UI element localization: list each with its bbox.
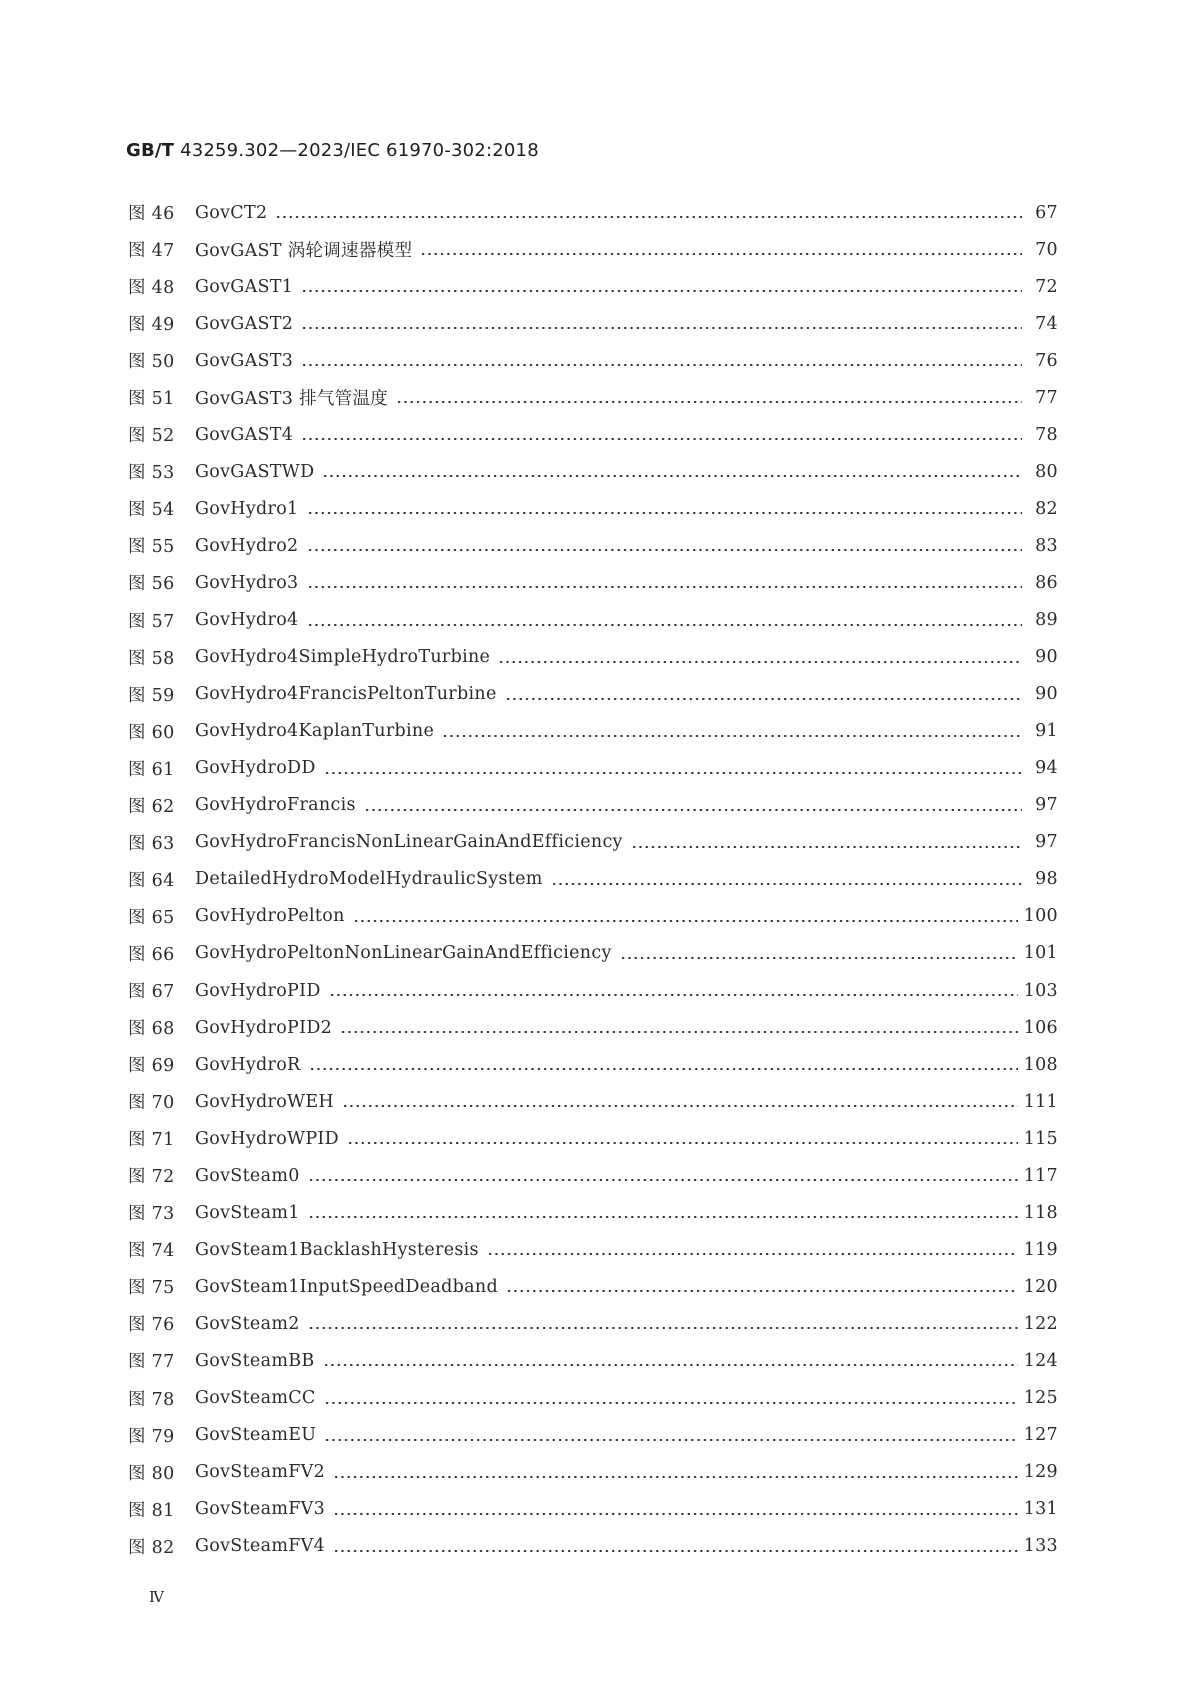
dot-leader (324, 772, 1022, 774)
dot-leader (333, 1476, 1018, 1478)
toc-entry[interactable] (128, 342, 1058, 379)
dot-leader (487, 1253, 1018, 1255)
dot-leader (275, 216, 1022, 218)
page-number: 100 (1023, 906, 1058, 927)
figure-number: 图 82 (128, 1537, 175, 1558)
dot-leader (342, 1105, 1018, 1107)
figure-title: GovHydro4FrancisPeltonTurbine (195, 684, 497, 705)
figure-number: 图 63 (128, 833, 175, 854)
page-number: 70 (1035, 239, 1058, 260)
dot-leader (340, 1031, 1018, 1033)
toc-entry[interactable] (128, 972, 1058, 1009)
page-number: 91 (1035, 721, 1058, 742)
figure-number: 图 54 (128, 500, 175, 521)
figure-number: 图 50 (128, 352, 175, 373)
toc-entry[interactable] (128, 1157, 1058, 1194)
standard-code: GB/T (126, 140, 175, 161)
toc-entry[interactable] (128, 898, 1058, 935)
figure-title: GovGASTWD (195, 461, 315, 482)
figure-title: GovHydroPeltonNonLinearGainAndEfficiency (195, 943, 612, 964)
dot-leader (620, 957, 1018, 959)
dot-leader (333, 1550, 1018, 1552)
page-number: 98 (1035, 869, 1058, 890)
figure-number: 图 47 (128, 241, 175, 262)
page-number: 94 (1035, 758, 1058, 779)
figure-title: GovSteam1InputSpeedDeadband (195, 1276, 498, 1297)
figure-number: 图 67 (128, 982, 175, 1002)
toc-entry[interactable] (128, 1454, 1058, 1491)
dot-leader (498, 661, 1022, 663)
page-number: 131 (1023, 1499, 1058, 1520)
figure-title: GovSteam0 (195, 1165, 300, 1186)
standard-number: 43259.302—2023/IEC 61970-302:2018 (174, 140, 539, 161)
figure-title: GovSteam2 (195, 1313, 300, 1334)
figure-number: 图 65 (128, 907, 175, 928)
figure-title: GovHydroPID2 (195, 1017, 333, 1038)
page-folio: Ⅳ (149, 1588, 164, 1606)
figure-title: GovSteamFV4 (195, 1536, 326, 1557)
toc-entry[interactable] (128, 416, 1058, 453)
figure-title: GovHydroDD (195, 758, 316, 779)
toc-entry[interactable] (128, 602, 1058, 639)
dot-leader (323, 1364, 1018, 1366)
figure-title: GovGAST4 (195, 424, 294, 445)
figure-number: 图 78 (128, 1389, 175, 1410)
toc-entry[interactable] (128, 824, 1058, 861)
toc-entry[interactable] (128, 527, 1058, 564)
page-number: 76 (1035, 350, 1058, 371)
toc-entry[interactable] (128, 676, 1058, 713)
figure-title: GovHydro3 (195, 572, 299, 593)
figure-number: 图 58 (128, 648, 175, 669)
toc-entry[interactable] (128, 1528, 1058, 1565)
figure-number: 图 76 (128, 1315, 175, 1336)
toc-entry[interactable] (128, 1046, 1058, 1083)
page-number: 133 (1023, 1536, 1058, 1557)
toc-entry[interactable] (128, 305, 1058, 342)
page-number: 67 (1035, 202, 1058, 223)
toc-entry[interactable] (128, 639, 1058, 676)
toc-entry[interactable] (128, 750, 1058, 787)
figure-number: 图 66 (128, 944, 175, 965)
figure-toc-list (128, 194, 1058, 1565)
figure-title: GovSteamFV3 (195, 1499, 326, 1520)
figure-number: 图 79 (128, 1426, 175, 1447)
page-number: 97 (1035, 832, 1058, 853)
page-number: 80 (1035, 461, 1058, 482)
toc-entry[interactable] (128, 268, 1058, 305)
standard-header (126, 140, 539, 161)
figure-title: GovHydroR (195, 1054, 301, 1075)
toc-entry[interactable] (128, 194, 1058, 231)
page-number: 101 (1023, 943, 1058, 964)
figure-number: 图 74 (128, 1241, 175, 1262)
figure-number: 图 80 (128, 1463, 175, 1484)
figure-title: GovSteam1BacklashHysteresis (195, 1239, 479, 1260)
page-number: 122 (1023, 1313, 1058, 1334)
dot-leader (307, 624, 1023, 626)
figure-number: 图 52 (128, 426, 175, 447)
figure-title: GovHydroWPID (195, 1128, 339, 1149)
dot-leader (631, 846, 1022, 848)
dot-leader (301, 327, 1022, 329)
page-number: 77 (1035, 387, 1058, 408)
page-number: 97 (1035, 795, 1058, 816)
figure-number: 图 56 (128, 574, 175, 595)
dot-leader (301, 364, 1022, 366)
dot-leader (333, 1513, 1018, 1515)
page-number: 120 (1023, 1276, 1058, 1297)
dot-leader (329, 994, 1018, 996)
dot-leader (505, 698, 1022, 700)
toc-entry[interactable] (128, 564, 1058, 601)
toc-entry[interactable] (128, 231, 1058, 268)
page-number: 90 (1035, 684, 1058, 705)
figure-number: 图 49 (128, 315, 175, 336)
figure-title: DetailedHydroModelHydraulicSystem (195, 869, 543, 890)
figure-number: 图 57 (128, 611, 175, 632)
figure-number: 图 59 (128, 685, 175, 706)
dot-leader (308, 1179, 1018, 1181)
dot-leader (364, 809, 1022, 811)
toc-entry[interactable] (128, 935, 1058, 972)
page-number: 127 (1023, 1425, 1058, 1446)
figure-number: 图 55 (128, 537, 175, 558)
toc-entry[interactable] (128, 1231, 1058, 1268)
dot-leader (307, 549, 1023, 551)
dot-leader (301, 290, 1022, 292)
dot-leader (353, 920, 1018, 922)
page-number: 83 (1035, 535, 1058, 556)
page-number: 106 (1023, 1017, 1058, 1038)
figure-number: 图 69 (128, 1056, 175, 1077)
figure-number: 图 73 (128, 1204, 175, 1225)
figure-number: 图 68 (128, 1019, 175, 1040)
toc-entry[interactable] (128, 1342, 1058, 1379)
figure-number: 图 71 (128, 1130, 175, 1151)
dot-leader (324, 1402, 1018, 1404)
dot-leader (347, 1142, 1018, 1144)
dot-leader (308, 1216, 1018, 1218)
page-number: 89 (1035, 610, 1058, 631)
figure-title: GovHydroPID (195, 980, 321, 1001)
figure-title: GovHydro1 (195, 498, 299, 519)
figure-title: GovSteamCC (195, 1388, 316, 1409)
figure-title: GovHydro4SimpleHydroTurbine (195, 647, 491, 668)
toc-entry[interactable] (128, 1083, 1058, 1120)
figure-number: 图 60 (128, 722, 175, 743)
page-number: 118 (1023, 1202, 1058, 1223)
dot-leader (308, 1327, 1018, 1329)
toc-entry[interactable] (128, 1120, 1058, 1157)
figure-title: GovSteamFV2 (195, 1462, 326, 1483)
figure-number: 图 51 (128, 389, 175, 410)
figure-number: 图 70 (128, 1093, 175, 1114)
figure-number: 图 46 (128, 204, 175, 225)
figure-title: GovGAST3 排气管温度 (195, 389, 389, 410)
toc-entry[interactable] (128, 861, 1058, 898)
figure-number: 图 62 (128, 796, 175, 817)
dot-leader (396, 401, 1022, 403)
figure-title: GovHydroFrancisNonLinearGainAndEfficiency (195, 832, 623, 853)
toc-entry[interactable] (128, 1417, 1058, 1454)
figure-number: 图 48 (128, 278, 175, 299)
figure-title: GovCT2 (195, 202, 268, 223)
page-number: 72 (1035, 276, 1058, 297)
figure-title: GovHydro4KaplanTurbine (195, 721, 435, 742)
dot-leader (420, 253, 1022, 255)
figure-title: GovHydroPelton (195, 906, 345, 927)
page-number: 124 (1023, 1350, 1058, 1371)
page-number: 119 (1023, 1239, 1058, 1260)
toc-entry[interactable] (128, 1305, 1058, 1342)
page-number: 90 (1035, 647, 1058, 668)
figure-title: GovSteamEU (195, 1425, 317, 1446)
page-number: 82 (1035, 498, 1058, 519)
figure-number: 图 81 (128, 1500, 175, 1521)
toc-entry[interactable] (128, 787, 1058, 824)
page-number: 78 (1035, 424, 1058, 445)
figure-title: GovHydro4 (195, 610, 299, 631)
page-number: 108 (1023, 1054, 1058, 1075)
figure-number: 图 72 (128, 1167, 175, 1188)
figure-title: GovGAST2 (195, 313, 294, 334)
page-number: 129 (1023, 1462, 1058, 1483)
figure-number: 图 53 (128, 463, 175, 484)
dot-leader (322, 475, 1022, 477)
figure-number: 图 77 (128, 1352, 175, 1373)
dot-leader (551, 883, 1022, 885)
dot-leader (442, 735, 1022, 737)
dot-leader (301, 438, 1022, 440)
page-number: 125 (1023, 1388, 1058, 1409)
figure-title: GovHydro2 (195, 535, 299, 556)
figure-title: GovHydroWEH (195, 1091, 334, 1112)
page-number: 103 (1023, 980, 1058, 1001)
toc-entry[interactable] (128, 490, 1058, 527)
figure-title: GovGAST1 (195, 276, 294, 297)
figure-title: GovSteam1 (195, 1202, 300, 1223)
toc-entry[interactable] (128, 1268, 1058, 1305)
dot-leader (506, 1290, 1018, 1292)
dot-leader (309, 1068, 1018, 1070)
dot-leader (324, 1439, 1017, 1441)
page-number: 111 (1023, 1091, 1058, 1112)
toc-entry[interactable] (128, 453, 1058, 490)
page-number: 115 (1023, 1128, 1058, 1149)
page-number: 86 (1035, 572, 1058, 593)
page-number: 74 (1035, 313, 1058, 334)
toc-entry[interactable] (128, 713, 1058, 750)
figure-title: GovGAST 涡轮调速器模型 (195, 241, 413, 262)
figure-title: GovGAST3 (195, 350, 294, 371)
figure-title: GovSteamBB (195, 1350, 315, 1371)
toc-entry[interactable] (128, 379, 1058, 416)
figure-number: 图 75 (128, 1278, 175, 1299)
toc-entry[interactable] (128, 1380, 1058, 1417)
figure-number: 图 61 (128, 759, 175, 780)
toc-entry[interactable] (128, 1009, 1058, 1046)
toc-entry[interactable] (128, 1194, 1058, 1231)
figure-number: 图 64 (128, 870, 175, 891)
dot-leader (307, 512, 1023, 514)
figure-title: GovHydroFrancis (195, 795, 356, 816)
page-number: 117 (1023, 1165, 1058, 1186)
dot-leader (307, 586, 1023, 588)
toc-entry[interactable] (128, 1491, 1058, 1528)
